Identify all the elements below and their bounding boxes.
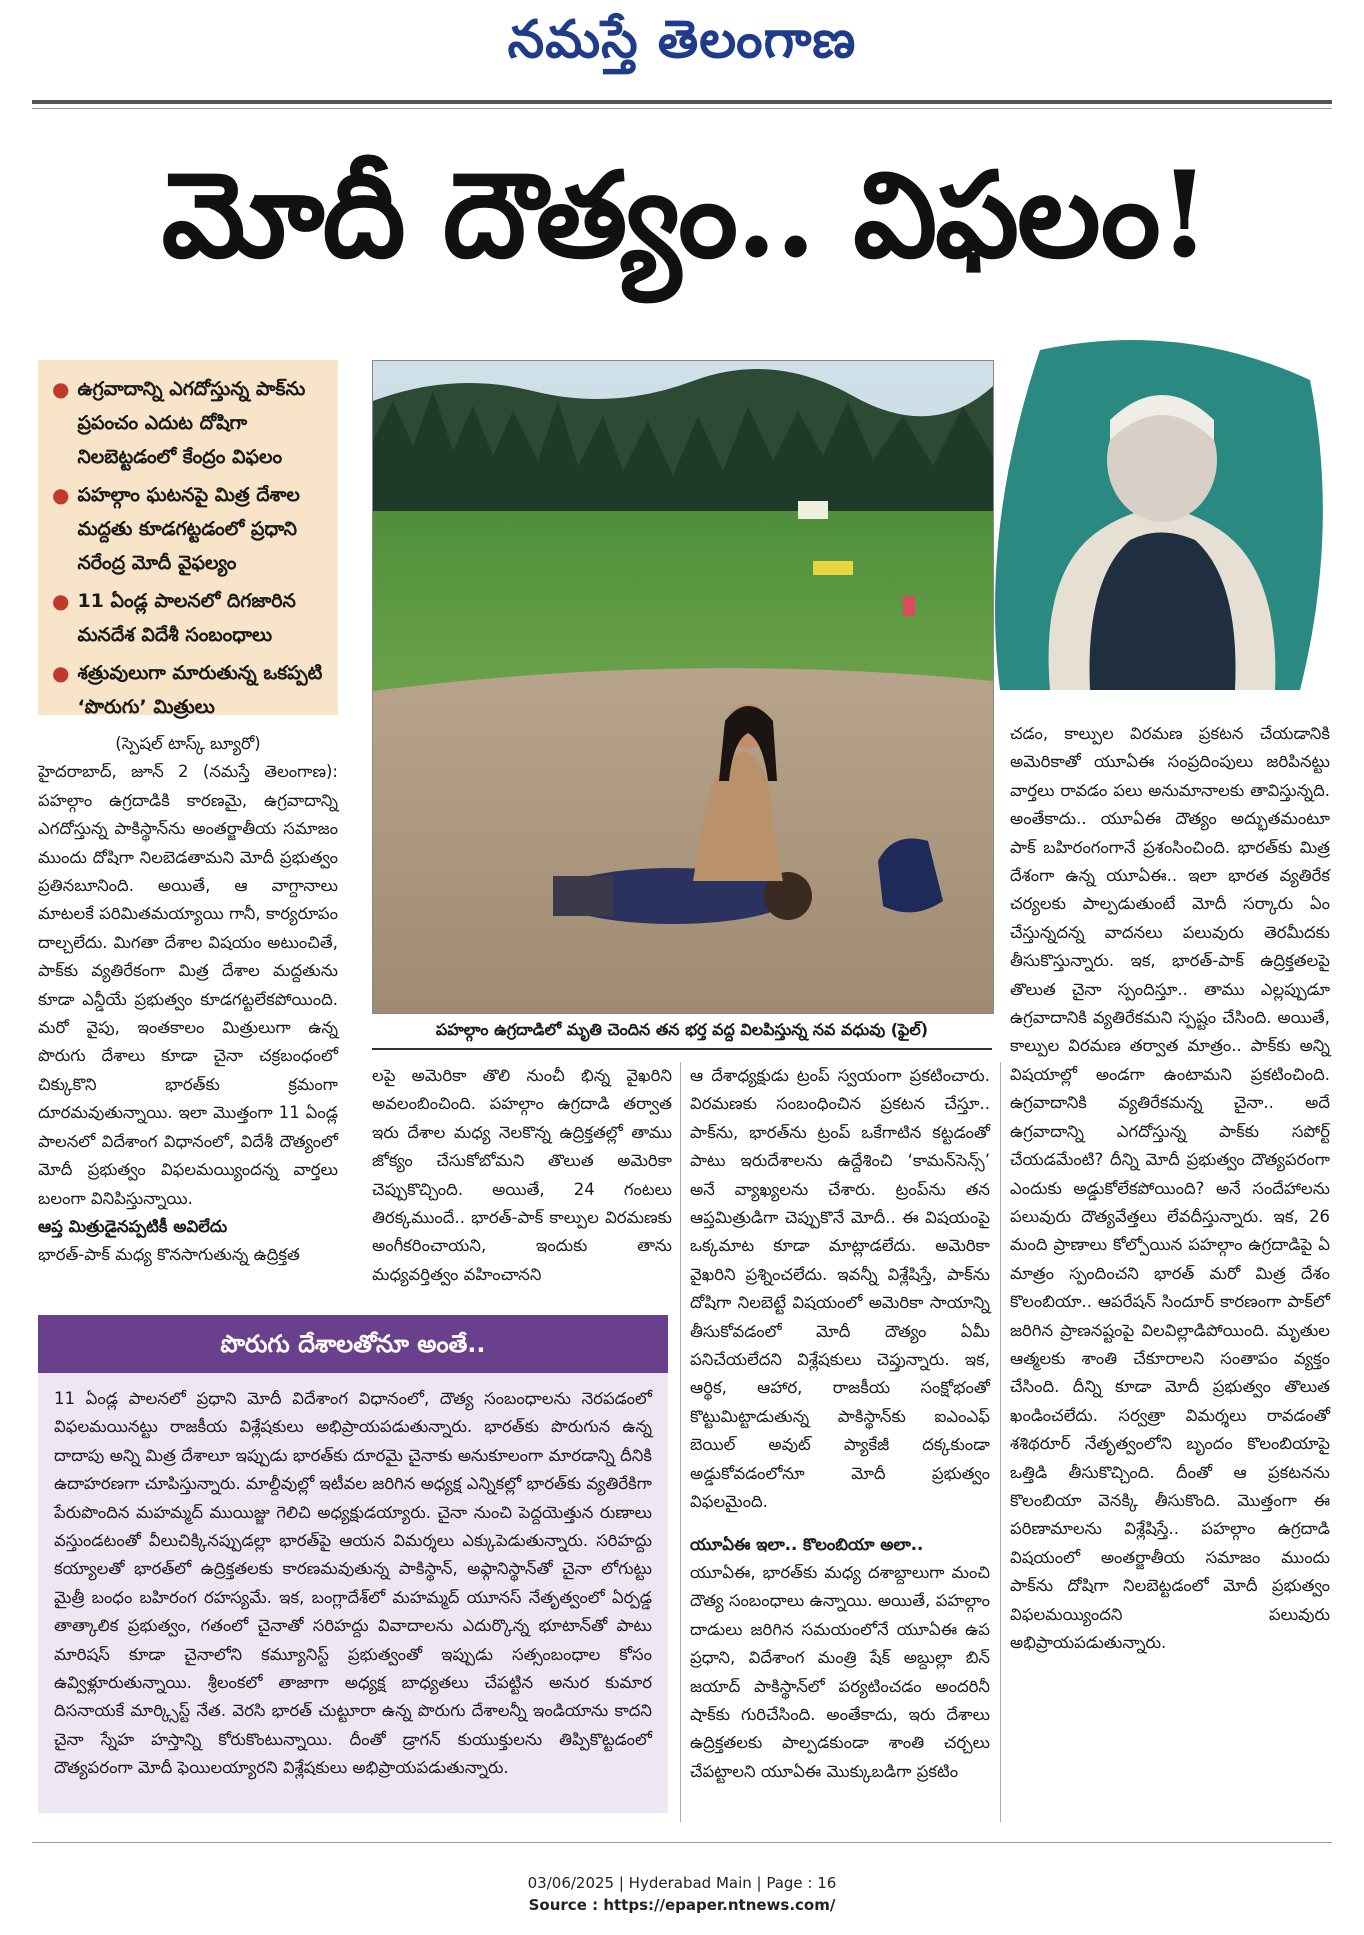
highlight-item: ● శత్రువులుగా మారుతున్న ఒకప్పటి ‘పొరుగు’ మిత్రులు xyxy=(52,656,328,724)
masthead-rule-thin xyxy=(32,108,1332,109)
footer-rule xyxy=(32,1842,1332,1843)
portrait-photo xyxy=(980,330,1340,690)
masthead-rule xyxy=(32,100,1332,104)
masthead-title: నమస్తే తెలంగాణ xyxy=(507,9,857,70)
sidebar-box-body xyxy=(38,1373,668,1813)
masthead xyxy=(0,0,1364,92)
news-photo xyxy=(372,360,994,1014)
article-text: ఆ దేశాధ్యక్షుడు ట్రంప్ స్వయంగా ప్రకటించారు. విరమణకు సంబంధించిన ప్రకటన చేస్తూ.. పాక్‌ను, భారత్‌ను ట్రంప్ ఒకేగాటిన కట్టడంతో పాటు ఇరుదేశాలను ఉద్దేశించి ‘కామన్‌సెన్స్’ అనే వ్యాఖ్యలను చేశారు. ట్రంప్‌ను తన ఆప్తమిత్రుడిగా చెప్పుకొనే మోదీ.. ఈ విషయంపై ఒక్కమాట కూడా మాట్లాడలేదు. అమెరికా వైఖరిని ప్రశ్నించలేదు. ఇవన్నీ విశ్లేషిస్తే, పాక్‌ను దోషిగా నిలబెట్టే విషయంలో అమెరికా సాయాన్ని తీసుకోవడంలో మోదీ దౌత్యం ఏమీ పనిచేయలేదని విశ్లేషకులు చెప్తున్నారు. ఇక, ఆర్థిక, ఆహార, రాజకీయ సంక్షోభంతో కొట్టుమిట్టాడుతున్న పాకిస్థాన్‌కు ఐఎంఎఫ్ బెయిల్ అవుట్ ప్యాకేజీ దక్కకుండా అడ్డుకోవడంలోనూ మోదీ ప్రభుత్వం విఫలమైంది. xyxy=(690,1066,990,1512)
article-column-4 xyxy=(1010,720,1330,1820)
column-divider xyxy=(1000,1062,1001,1822)
highlight-item: ● ఉగ్రవాదాన్ని ఎగదోస్తున్న పాక్‌ను ప్రపంచం ఎదుట దోషిగా నిలబెట్టడంలో కేంద్రం విఫలం xyxy=(52,372,328,474)
highlights-box xyxy=(38,360,338,718)
article-text: చడం, కాల్పుల విరమణ ప్రకటన చేయడానికి అమెరికాతో యూఏఈ సంప్రదింపులు జరిపినట్టు వార్తలు రావడం పలు అనుమానాలకు తావిస్తున్నది. అంతేకాదు.. యూఏఈ దౌత్యం అద్భుతమంటూ పాక్ బహిరంగంగానే ప్రశంసించింది. భారత్‌కు మిత్ర దేశంగా ఉన్న యూఏఈ.. ఇలా భారత వ్యతిరేక చర్యలకు పాల్పడుతుంటే మోదీ సర్కారు ఏం చేస్తున్నదన్న వాదనలు పలువురు తెరమీదకు తీసుకొస్తున్నారు. ఇక, భారత్-పాక్ ఉద్రిక్తతలపై తొలుత చైనా స్పందిస్తూ.. తాము ఎల్లప్పుడూ ఉగ్రవాదానికి వ్యతిరేకమని స్పష్టం చేసింది. అయితే, కాల్పుల విరమణ తర్వాత మాత్రం.. పాక్‌కు అన్ని విషయాల్లో అండగా ఉంటామని ప్రకటించింది. ఉగ్రవాదానికి వ్యతిరేకమన్న చైనా.. అదే ఉగ్రవాదాన్ని ఎగదోస్తున్న పాక్‌కు సపోర్ట్ చేయడమేంటి? దీన్ని మోదీ ప్రభుత్వం దౌత్యపరంగా ఎందుకు అడ్డుకోలేకపోయింది? అనే సందేహాలను పలువురు దౌత్యవేత్తలు లేవదీస్తున్నారు. ఇక, 26 మంది ప్రాణాలు కోల్పోయిన పహల్గాం ఉగ్రదాడిపై ఏ మాత్రం స్పందించని భారత్ మరో మిత్ర దేశం కొలంబియా.. ఆపరేషన్ సిందూర్ కారణంగా పాక్‌లో జరిగిన ప్రాణనష్టంపై విలవిల్లాడిపోయింది. మృతుల ఆత్మలకు శాంతి చేకూరాలని సంతాపం వ్యక్తం చేసింది. దీన్ని కూడా మోదీ ప్రభుత్వం తొలుత ఖండించలేదు. సర్వత్రా విమర్శలు రావడంతో శశిథరూర్ నేతృత్వంలోని బృందం కొలంబియాపై ఒత్తిడి తీసుకొచ్చింది. దీంతో ఆ ప్రకటనను కొలంబియా వెనక్కి తీసుకొంది. మొత్తంగా ఈ పరిణామాలను విశ్లేషిస్తే.. పహల్గాం ఉగ్రదాడి విషయంలో అంతర్జాతీయ సమాజం ముందు పాక్‌ను దోషిగా నిలబెట్టడంలో మోదీ ప్రభుత్వం విఫలమయ్యిందని పలువురు అభిప్రాయపడుతున్నారు. xyxy=(1010,724,1330,1652)
article-text: లపై అమెరికా తొలి నుంచీ భిన్న వైఖరిని అవలంబించింది. పహల్గాం ఉగ్రదాడి తర్వాత ఇరు దేశాల మధ్య నెలకొన్న ఉద్రిక్తతల్లో తాము జోక్యం చేసుకోబోమని తొలుత అమెరికా చెప్పుకొచ్చింది. అయితే, 24 గంటలు తిరక్కముందే.. భారత్-పాక్ కాల్పుల విరమణకు అంగీకరించాయని, ఇందుకు తాను మధ్యవర్తిత్వం వహించానని xyxy=(372,1066,672,1284)
bullet-dot-icon: ● xyxy=(52,377,70,401)
meadow-scene-illustration xyxy=(373,361,993,1013)
article-text: భారత్-పాక్ మధ్య కొనసాగుతున్న ఉద్రిక్తత xyxy=(38,1245,300,1265)
byline: (స్పెషల్ టాస్క్ బ్యూరో) xyxy=(115,734,261,753)
photo-caption: పహల్గాం ఉగ్రదాడిలో మృతి చెందిన తన భర్త వద్ద విలపిస్తున్న నవ వధువు (ఫైల్) xyxy=(372,1012,992,1050)
article-text: హైదరాబాద్, జూన్ 2 (నమస్తే తెలంగాణ): పహల్గాం ఉగ్రదాడికి కారణమై, ఉగ్రవాదాన్ని ఎగదోస్తున్న పాకిస్థాన్‌ను అంతర్జాతీయ సమాజం ముందు దోషిగా నిలబెడతామని మోదీ ప్రభుత్వం ప్రతినబూనింది. అయితే, ఆ వాగ్దానాలు మాటలకే పరిమితమయ్యాయి గానీ, కార్యరూపం దాల్చలేదు. మిగతా దేశాల విషయం అటుంచితే, పాక్‌కు వ్యతిరేకంగా మిత్ర దేశాల మద్దతును కూడా ఎన్డీయే ప్రభుత్వం కూడగట్టలేకపోయింది. మరో వైపు, ఇంతకాలం మిత్రులుగా ఉన్న పొరుగు దేశాలు కూడా చైనా చక్రబంధంలో చిక్కుకొని భారత్‌కు క్రమంగా దూరమవుతున్నాయి. ఇలా మొత్తంగా 11 ఏండ్ల పాలనలో విదేశాంగ విధానంలో, విదేశీ దౌత్యంలో మోదీ ప్రభుత్వం విఫలమయ్యిందన్న వార్తలు బలంగా వినిపిస్తున్నాయి. xyxy=(38,762,338,1208)
bullet-dot-icon: ● xyxy=(52,483,70,507)
article-column-2 xyxy=(372,1062,672,1302)
headline: మోదీ దౌత్యం.. విఫలం! xyxy=(161,145,1209,284)
article-text: యూఏఈ, భారత్‌కు మధ్య దశాబ్దాలుగా మంచి దౌత్య సంబంధాలు ఉన్నాయి. అయితే, పహల్గాం దాడులు జరిగిన సమయంలోనే యూఏఈ ఉప ప్రధాని, విదేశాంగ మంత్రి షేక్ అబ్దుల్లా బిన్ జయాద్ పాకిస్థాన్‌లో పర్యటించడం అందరినీ షాక్‌కు గురిచేసింది. అంతేకాదు, ఇరు దేశాలు ఉద్రిక్తతలకు పాల్పడకుండా శాంతి చర్చలు చేపట్టాలని యూఏఈ మొక్కుబడిగా ప్రకటిం xyxy=(690,1562,990,1781)
section-subhead: యూఏఈ ఇలా.. కొలంబియా అలా.. xyxy=(690,1534,924,1554)
portrait-illustration xyxy=(980,330,1340,690)
article-column-3 xyxy=(690,1062,990,1822)
bullet-dot-icon: ● xyxy=(52,661,70,685)
footer xyxy=(0,1872,1364,1916)
column-divider xyxy=(680,1062,681,1822)
article-column-1 xyxy=(38,730,338,1290)
highlight-item: ● పహల్గాం ఘటనపై మిత్ర దేశాల మద్దతు కూడగట్టడంలో ప్రధాని నరేంద్ర మోదీ వైఫల్యం xyxy=(52,478,328,580)
highlight-item: ● 11 ఏండ్ల పాలనలో దిగజారిన మనదేశ విదేశీ సంబంధాలు xyxy=(52,584,328,652)
footer-source-line: Source : https://epaper.ntnews.com/ xyxy=(528,1896,836,1914)
section-subhead: ఆప్త మిత్రుడైనప్పటికీ అవిలేదు xyxy=(38,1216,228,1236)
sidebar-box-text: 11 ఏండ్ల పాలనలో ప్రధాని మోదీ విదేశాంగ విధానంలో, దౌత్య సంబంధాలను నెరపడంలో విఫలమయినట్టు రాజకీయ విశ్లేషకులు అభిప్రాయపడుతున్నారు. భారత్‌కు పొరుగున ఉన్న దాదాపు అన్ని మిత్ర దేశాలూ ఇప్పుడు భారత్‌కు దూరమై చైనాకు అనుకూలంగా మారడాన్ని దీనికి ఉదాహరణగా చూపిస్తున్నారు. మాల్దీవుల్లో ఇటీవల జరిగిన అధ్యక్ష ఎన్నికల్లో భారత్‌కు వ్యతిరేకిగా పేరుపొందిన మహమ్మద్ ముయిజ్జు గెలిచి అధ్యక్షుడయ్యారు. చైనా నుంచి పెద్దయెత్తున రుణాలు వస్తుండటంతో వీలుచిక్కినప్పుడల్లా భారత్‌పై ఆయన విమర్శలు ఎక్కుపెడుతున్నారు. సరిహద్దు కయ్యాలతో భారత్‌లో ఉద్రిక్తతలకు కారణమవుతున్న పాకిస్థాన్, అఫ్గానిస్థాన్‌తో చైనా లోగుట్టు మైత్రీ బంధం బహిరంగ రహస్యమే. ఇక, బంగ్లాదేశ్‌లో మహమ్మద్ యూనస్ నేతృత్వంలో ఏర్పడ్డ తాత్కాలిక ప్రభుత్వం, గతంలో చైనాతో సరిహద్దు వివాదాలను ఎదుర్కొన్న భూటాన్‌తో పాటు మారిషస్ కూడా చైనాలోని కమ్యూనిస్ట్ ప్రభుత్వంతో ఇప్పుడు సత్సంబంధాల కోసం ఉవ్విళ్లూరుతున్నాయి. శ్రీలంకలో తాజాగా అధ్యక్ష బాధ్యతలు చేపట్టిన అనుర కుమార దిసనాయకే మార్క్సిస్ట్ నేత. వెరసి భారత్ చుట్టూరా ఉన్న పొరుగు దేశాలన్నీ ఇండియాను కాదని చైనా స్నేహ హస్తాన్ని కోరుకొంటున్నాయి. దీంతో డ్రాగన్ కుయుక్తులను తిప్పికొట్టడంలో దౌత్యపరంగా మోదీ ఫెయిలయ్యారని విశ్లేషకులు అభిప్రాయపడుతున్నారు. xyxy=(54,1389,652,1778)
bullet-dot-icon: ● xyxy=(52,589,70,613)
footer-edition-line: 03/06/2025 | Hyderabad Main | Page : 16 xyxy=(527,1874,837,1892)
sidebar-box-heading: పొరుగు దేశాలతోనూ అంతే.. xyxy=(38,1315,668,1373)
